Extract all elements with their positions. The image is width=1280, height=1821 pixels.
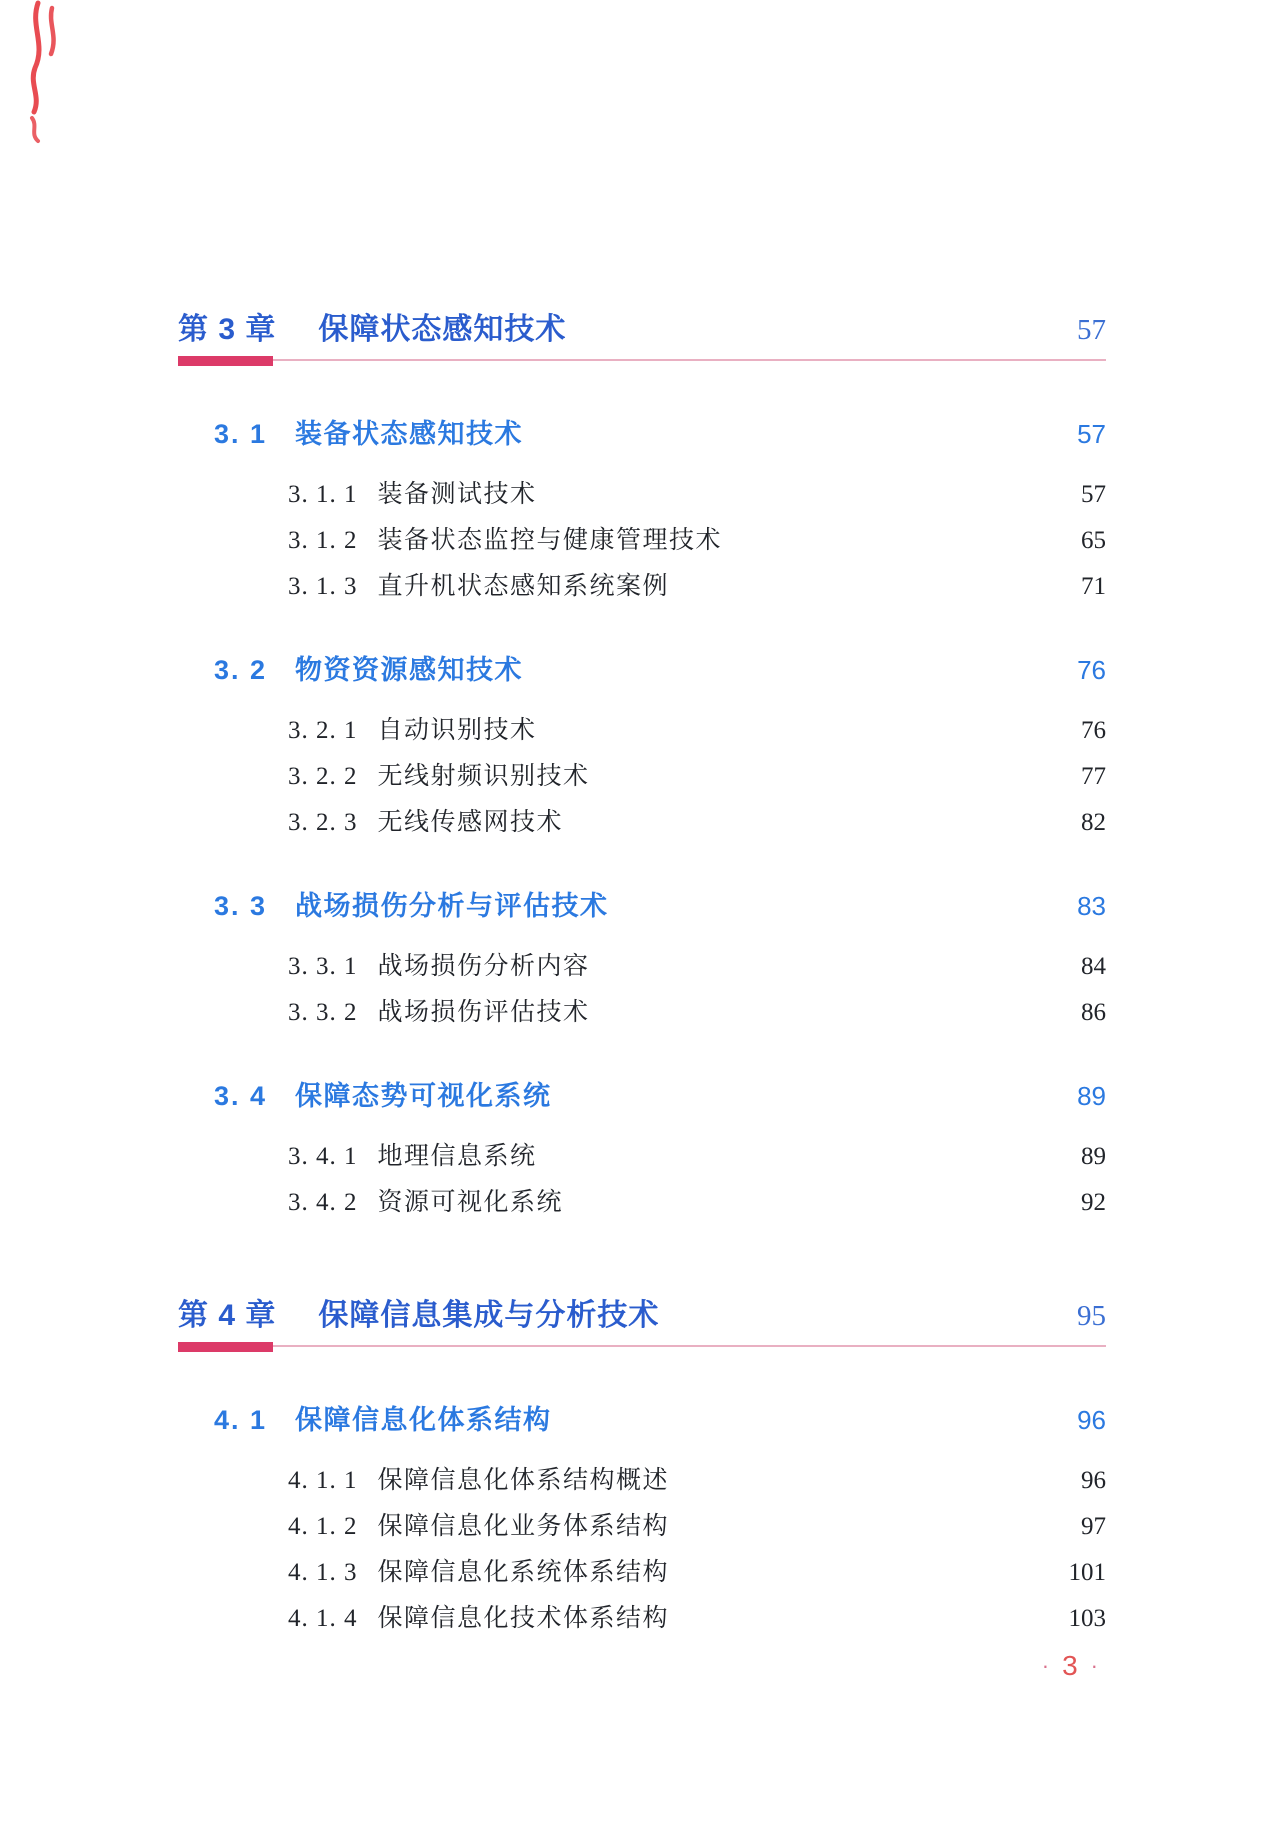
- toc-entry-title: 无线传感网技术: [377, 809, 564, 836]
- chapter-heading-row: [178, 310, 1106, 350]
- toc-entry-row: [178, 1604, 1106, 1634]
- footer-right-dot: ·: [1090, 1653, 1098, 1678]
- toc-entry-title: 保障信息化业务体系结构: [377, 1513, 670, 1540]
- footer-left-dot: ·: [1041, 1653, 1050, 1678]
- toc-entry-number: 4. 1. 1: [288, 1467, 358, 1494]
- toc-entry-text: [288, 1604, 669, 1634]
- section-heading-text: [214, 652, 523, 688]
- chapter-heading-text: [178, 1296, 659, 1336]
- underline-accent-bar: [178, 1342, 273, 1352]
- toc-entry-number: 4. 1. 3: [288, 1559, 358, 1586]
- toc-entry-number: 4. 1. 2: [288, 1513, 358, 1540]
- toc-entry-text: [288, 1558, 669, 1588]
- section-page-number: 83: [1077, 891, 1106, 921]
- toc-entry-number: 3. 1. 1: [288, 481, 358, 508]
- section-heading-text: [214, 888, 609, 924]
- toc-entry-number: 3. 2. 2: [288, 763, 358, 790]
- toc-entry-row: [178, 1466, 1106, 1496]
- toc-entry-title: 资源可视化系统: [377, 1189, 564, 1216]
- toc-entry-text: [288, 526, 722, 556]
- toc-entry-row: [178, 1512, 1106, 1542]
- section-number: 3. 3: [214, 891, 268, 921]
- section-heading-text: [214, 1402, 552, 1438]
- chapter-heading-row: [178, 1296, 1106, 1336]
- toc-entry-row: [178, 762, 1106, 792]
- toc-entry-row: [178, 572, 1106, 602]
- toc-entry-number: 3. 1. 3: [288, 573, 358, 600]
- toc-entry-title: 保障信息化系统体系结构: [377, 1559, 670, 1586]
- toc-entry-text: [288, 762, 590, 792]
- section-title: 保障态势可视化系统: [295, 1081, 552, 1111]
- section-row: [178, 416, 1106, 452]
- section-row: [178, 652, 1106, 688]
- toc-entry-title: 装备测试技术: [377, 481, 537, 508]
- section-page-number: 57: [1077, 419, 1106, 449]
- chapter-block: [178, 1296, 1106, 1634]
- toc-entry-number: 3. 2. 3: [288, 809, 358, 836]
- toc-entry-number: 3. 1. 2: [288, 527, 358, 554]
- toc-entry-title: 保障信息化技术体系结构: [377, 1605, 670, 1632]
- chapter-underline: [178, 1342, 1106, 1352]
- toc-entry-text: [288, 808, 563, 838]
- toc-entry-title: 无线射频识别技术: [377, 763, 590, 790]
- underline-accent-bar: [178, 356, 273, 366]
- chapter-page-number: 95: [1077, 1300, 1106, 1332]
- section-number: 3. 4: [214, 1081, 268, 1111]
- toc-entry-number: 3. 4. 2: [288, 1189, 358, 1216]
- chapter-page-number: 57: [1077, 314, 1106, 346]
- toc-entry-text: [288, 1466, 669, 1496]
- toc-entry-page-number: 92: [1081, 1189, 1106, 1216]
- toc-entry-text: [288, 480, 537, 510]
- toc-entry-title: 装备状态监控与健康管理技术: [377, 527, 723, 554]
- chapter-title: 保障状态感知技术: [318, 313, 567, 346]
- toc-entry-row: [178, 480, 1106, 510]
- toc-entry-row: [178, 526, 1106, 556]
- toc-entry-row: [178, 808, 1106, 838]
- toc-entry-page-number: 77: [1081, 763, 1106, 790]
- toc-entry-page-number: 96: [1081, 1467, 1106, 1494]
- section-number: 4. 1: [214, 1405, 268, 1435]
- toc-entry-text: [288, 1188, 563, 1218]
- underline-thin-rule: [178, 1345, 1106, 1347]
- page-footer: [1042, 1652, 1098, 1680]
- toc-entry-page-number: 103: [1068, 1605, 1106, 1632]
- section-page-number: 96: [1077, 1405, 1106, 1435]
- toc-entry-title: 保障信息化体系结构概述: [377, 1467, 670, 1494]
- toc-entry-text: [288, 1142, 537, 1172]
- section-row: [178, 888, 1106, 924]
- section-row: [178, 1078, 1106, 1114]
- toc-entry-row: [178, 716, 1106, 746]
- underline-thin-rule: [178, 359, 1106, 361]
- toc-entry-number: 4. 1. 4: [288, 1605, 358, 1632]
- toc-entry-title: 地理信息系统: [377, 1143, 537, 1170]
- chapter-title: 保障信息集成与分析技术: [318, 1299, 660, 1332]
- toc-entry-text: [288, 1512, 669, 1542]
- toc-entry-page-number: 71: [1081, 573, 1106, 600]
- chapter-number-label: 第 3 章: [178, 313, 277, 346]
- toc-entry-row: [178, 1142, 1106, 1172]
- toc-entry-text: [288, 998, 590, 1028]
- section-number: 3. 1: [214, 419, 268, 449]
- toc-entry-number: 3. 4. 1: [288, 1143, 358, 1170]
- toc-entry-number: 3. 3. 2: [288, 999, 358, 1026]
- chapter-underline: [178, 356, 1106, 366]
- section-title: 保障信息化体系结构: [295, 1405, 552, 1435]
- chapter-heading-text: [178, 310, 566, 350]
- footer-page-number: 3: [1062, 1650, 1078, 1681]
- toc-entry-text: [288, 572, 669, 602]
- toc-entry-title: 战场损伤评估技术: [377, 999, 590, 1026]
- section-heading-text: [214, 1078, 552, 1114]
- toc-entry-page-number: 89: [1081, 1143, 1106, 1170]
- toc-entry-text: [288, 716, 537, 746]
- toc-entry-page-number: 65: [1081, 527, 1106, 554]
- toc-entry-number: 3. 2. 1: [288, 717, 358, 744]
- toc-entry-page-number: 84: [1081, 953, 1106, 980]
- toc-entry-row: [178, 952, 1106, 982]
- toc-entry-page-number: 76: [1081, 717, 1106, 744]
- section-page-number: 76: [1077, 655, 1106, 685]
- toc-entry-title: 自动识别技术: [377, 717, 537, 744]
- section-title: 装备状态感知技术: [295, 419, 524, 449]
- toc-entry-title: 战场损伤分析内容: [377, 953, 590, 980]
- toc-content-column: [178, 0, 1106, 1634]
- toc-entry-row: [178, 998, 1106, 1028]
- section-title: 战场损伤分析与评估技术: [295, 891, 609, 921]
- section-row: [178, 1402, 1106, 1438]
- section-title: 物资资源感知技术: [295, 655, 524, 685]
- red-pen-scan-artifact: [8, 0, 78, 145]
- toc-entry-text: [288, 952, 590, 982]
- chapter-block: [178, 310, 1106, 1218]
- toc-entry-page-number: 101: [1068, 1559, 1106, 1586]
- toc-entry-row: [178, 1188, 1106, 1218]
- section-page-number: 89: [1077, 1081, 1106, 1111]
- toc-entry-title: 直升机状态感知系统案例: [377, 573, 670, 600]
- toc-entry-page-number: 86: [1081, 999, 1106, 1026]
- toc-entry-number: 3. 3. 1: [288, 953, 358, 980]
- section-heading-text: [214, 416, 523, 452]
- toc-entry-page-number: 57: [1081, 481, 1106, 508]
- toc-entry-page-number: 82: [1081, 809, 1106, 836]
- toc-entry-page-number: 97: [1081, 1513, 1106, 1540]
- section-number: 3. 2: [214, 655, 268, 685]
- chapter-number-label: 第 4 章: [178, 1299, 277, 1332]
- toc-entry-row: [178, 1558, 1106, 1588]
